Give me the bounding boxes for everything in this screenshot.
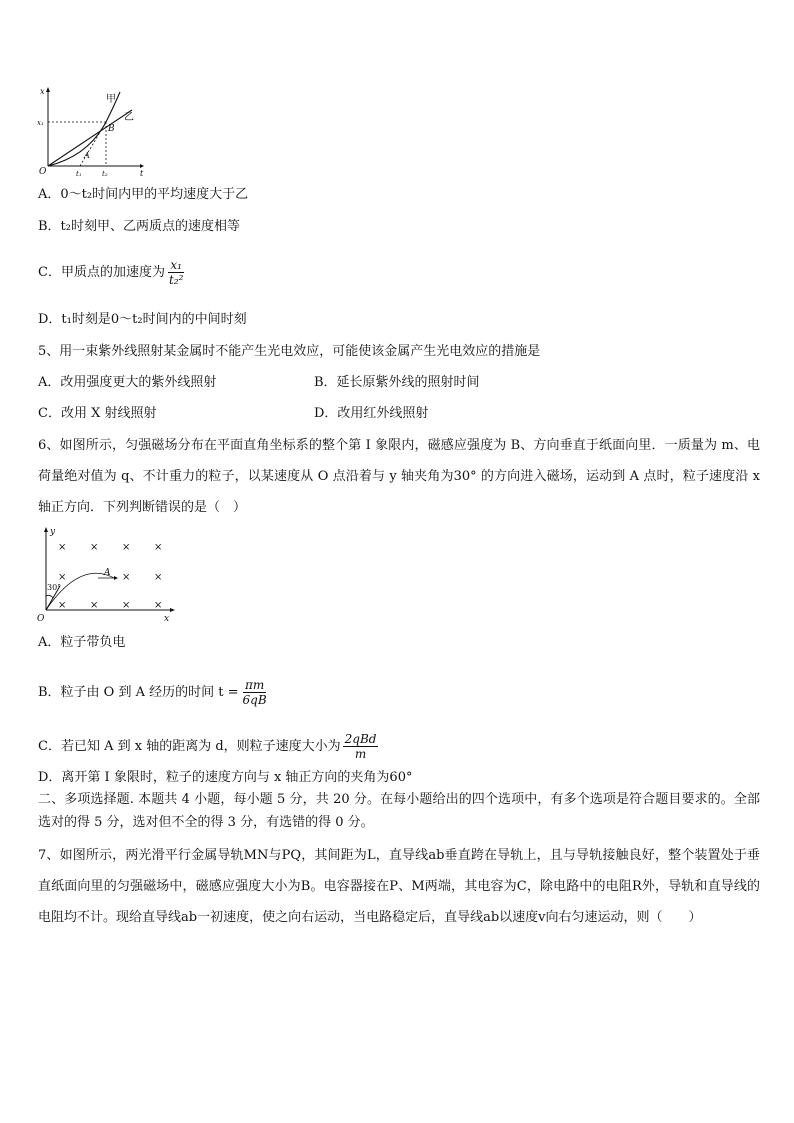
x-axis-arrow xyxy=(170,608,175,612)
q6-option-c-text: C．若已知 A 到 x 轴的距离为 d，则粒子速度大小为 xyxy=(38,739,341,754)
x-axis-label: x xyxy=(40,87,45,96)
q6-option-b xyxy=(38,678,269,707)
q4-option-c xyxy=(38,258,185,287)
y-axis-label: y xyxy=(50,527,56,537)
t-axis-label: t xyxy=(140,169,144,178)
field-mark: × xyxy=(90,542,99,553)
q5-option-a: A．改用强度更大的紫外线照射 xyxy=(38,375,217,390)
t2-label: t₂ xyxy=(102,170,108,178)
field-mark: × xyxy=(58,572,67,583)
q6-option-a: A．粒子带负电 xyxy=(38,635,126,650)
q4-option-a: A．0～t₂时间内甲的平均速度大于乙 xyxy=(38,187,249,202)
q6-option-b-text: B．粒子由 O 到 A 经历的时间 t = xyxy=(38,685,239,700)
q5-stem: 5、用一束紫外线照射某金属时不能产生光电效应，可能使该金属产生光电效应的措施是 xyxy=(38,344,541,359)
t-axis-arrow xyxy=(140,164,144,168)
origin-label: O xyxy=(37,614,45,624)
magnetic-field-figure xyxy=(36,524,182,626)
q6-stem: 6、如图所示，匀强磁场分布在平面直角坐标系的整个第 I 象限内，磁感应强度为 B、方向垂直于纸面向里．一质量为 m、电荷量绝对值为 q、不计重力的粒子，以某速度从 O 点沿着与 y 轴夹角为30° 的方向进入磁场，运动到 A 点时，粒子速度沿 x 轴正方向．下列判断错误的是（ ） xyxy=(38,438,760,515)
field-mark: × xyxy=(154,600,163,611)
section-2-instructions: 二、多项选择题. 本题共 4 小题，每小题 5 分，共 20 分。在每小题给出的四个选项中，有多个选项是符合题目要求的。全部选对的得 5 分，选对但不全的得 3 分，有选错的得 0 分。 xyxy=(38,792,760,830)
q5-option-d: D．改用红外线照射 xyxy=(314,406,429,421)
q6-option-c xyxy=(38,732,378,761)
point-a-label: A xyxy=(84,151,90,160)
q6-option-d: D．离开第 I 象限时，粒子的速度方向与 x 轴正方向的夹角为60° xyxy=(38,770,413,785)
q4-option-c-text: C．甲质点的加速度为 xyxy=(38,265,165,280)
fraction-denominator: 6qB xyxy=(242,693,267,707)
t1-label: t₁ xyxy=(76,170,82,178)
x1-label: x₁ xyxy=(37,119,44,127)
field-mark: × xyxy=(90,600,99,611)
fraction-denominator: m xyxy=(354,747,367,761)
line-yi xyxy=(48,110,132,166)
q4-option-c-fraction xyxy=(167,258,185,287)
angle-label: 30° xyxy=(47,583,62,592)
q7-stem: 7、如图所示，两光滑平行金属导轨MN与PQ，其间距为L，直导线ab垂直跨在导轨上，且与导轨接触良好，整个装置处于垂直纸面向里的匀强磁场中，磁感应强度大小为B。电容器接在P、M两端，其电容为C，除电路中的电阻R外，导轨和直导线的电阻均不计。现给直导线ab一初速度，使之向右运动，当电路稳定后，直导线ab以速度v向右匀速运动，则（ ） xyxy=(38,848,760,925)
point-b-label: B xyxy=(108,124,115,134)
q6-option-b-fraction xyxy=(241,678,269,707)
field-mark: × xyxy=(58,600,67,611)
q5-option-c: C．改用 X 射线照射 xyxy=(38,406,157,421)
q5-option-b: B．延长原紫外线的照射时间 xyxy=(314,375,480,390)
jia-label: 甲 xyxy=(106,94,116,105)
field-mark: × xyxy=(58,542,67,553)
origin-label: O xyxy=(39,167,47,177)
field-mark: × xyxy=(154,542,163,553)
fraction-numerator: 2qBd xyxy=(344,732,377,746)
yi-label: 乙 xyxy=(124,112,134,123)
q4-option-d: D．t₁时刻是0～t₂时间内的中间时刻 xyxy=(38,312,247,327)
field-mark: × xyxy=(122,572,131,583)
fraction-denominator: t₂² xyxy=(168,273,184,287)
field-mark: × xyxy=(154,572,163,583)
field-mark: × xyxy=(122,600,131,611)
field-mark: × xyxy=(122,542,131,553)
q4-option-b: B．t₂时刻甲、乙两质点的速度相等 xyxy=(38,219,240,234)
point-a-label: A xyxy=(104,568,111,578)
x-axis-label: x xyxy=(164,614,170,624)
arrow-head xyxy=(114,576,118,580)
fraction-numerator: x₁ xyxy=(170,258,182,272)
x-axis-arrow xyxy=(46,87,50,92)
angle-arc xyxy=(46,595,53,598)
q6-option-c-fraction xyxy=(343,732,379,761)
fraction-numerator: πm xyxy=(244,678,265,692)
xt-graph-figure xyxy=(36,86,146,178)
y-axis-arrow xyxy=(44,527,48,532)
